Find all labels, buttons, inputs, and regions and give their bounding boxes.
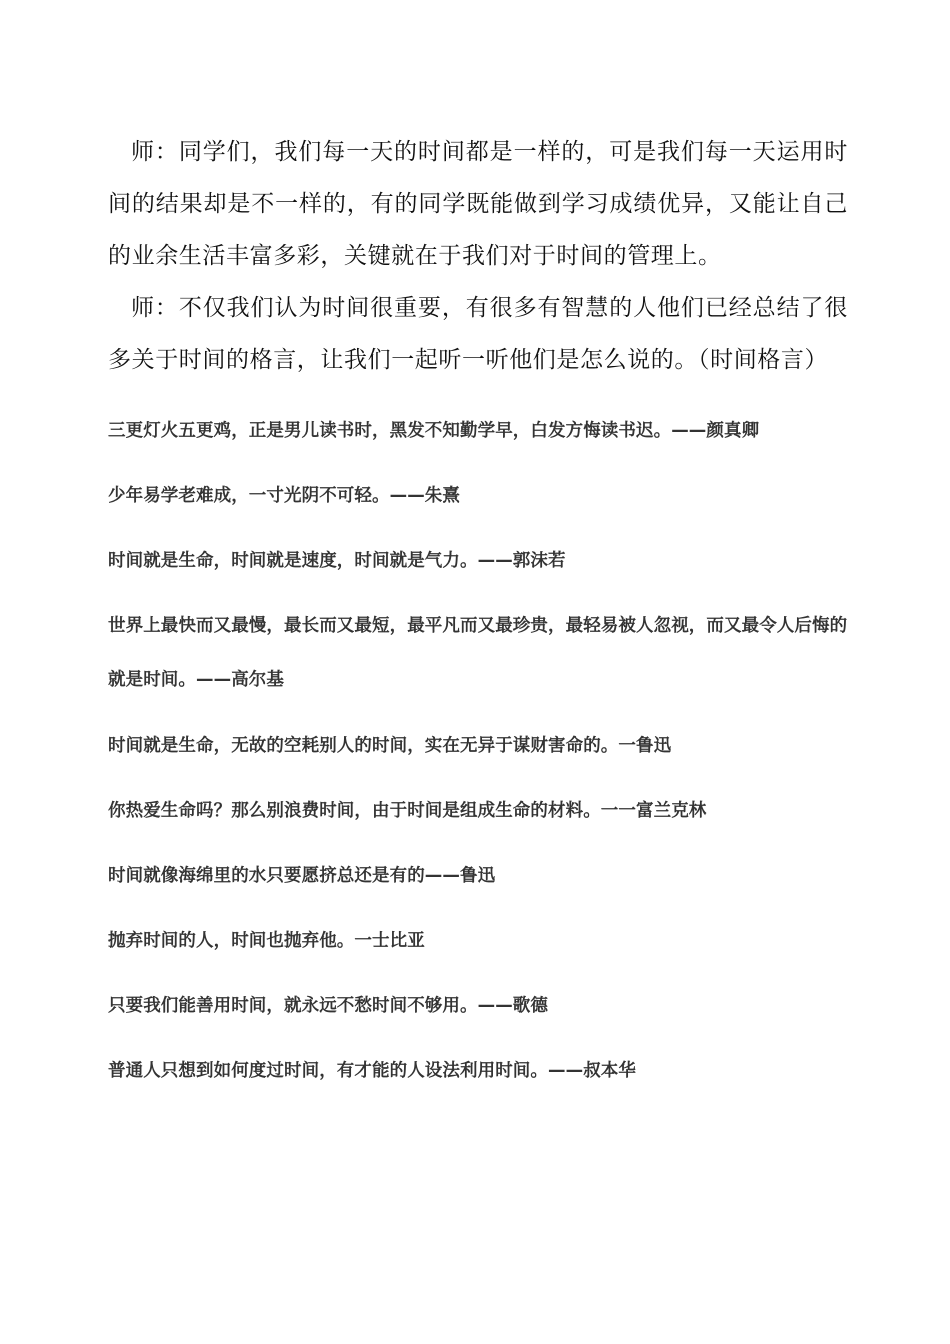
quote-item: 普通人只想到如何度过时间，有才能的人设法利用时间。——叔本华: [108, 1061, 636, 1081]
document-body: [108, 126, 848, 1103]
quote-item: 时间就是生命，无故的空耗别人的时间，实在无异于谋财害命的。一鲁迅: [108, 736, 672, 756]
teacher-paragraph-1: 师：同学们，我们每一天的时间都是一样的，可是我们每一天运用时间的结果却是不一样的，有的同学既能做到学习成绩优异，又能让自己的业余生活丰富多彩，关键就在于我们对于时间的管理上。: [108, 139, 848, 269]
quote-item: 少年易学老难成，一寸光阴不可轻。——朱熹: [108, 486, 460, 506]
teacher-paragraph-2: 师：不仅我们认为时间很重要，有很多有智慧的人他们已经总结了很多关于时间的格言，让我们一起听一听他们是怎么说的。（时间格言）: [108, 295, 848, 373]
time-quotes-list: [108, 398, 848, 1103]
quote-item: 只要我们能善用时间，就永远不愁时间不够用。——歌德: [108, 996, 548, 1016]
quote-item: 三更灯火五更鸡，正是男儿读书时，黑发不知勤学早，白发方悔读书迟。——颜真卿: [108, 421, 760, 441]
quote-item: 世界上最快而又最慢，最长而又最短，最平凡而又最珍贵，最轻易被人忽视，而又最令人后悔的就是时间。——高尔基: [108, 616, 848, 690]
quote-item: 时间就是生命，时间就是速度，时间就是气力。——郭沫若: [108, 551, 566, 571]
quote-item: 抛弃时间的人，时间也抛弃他。一士比亚: [108, 931, 425, 951]
quote-item: 你热爱生命吗？那么别浪费时间，由于时间是组成生命的材料。一一富兰克林: [108, 801, 707, 821]
quote-item: 时间就像海绵里的水只要愿挤总还是有的——鲁迅: [108, 866, 496, 886]
